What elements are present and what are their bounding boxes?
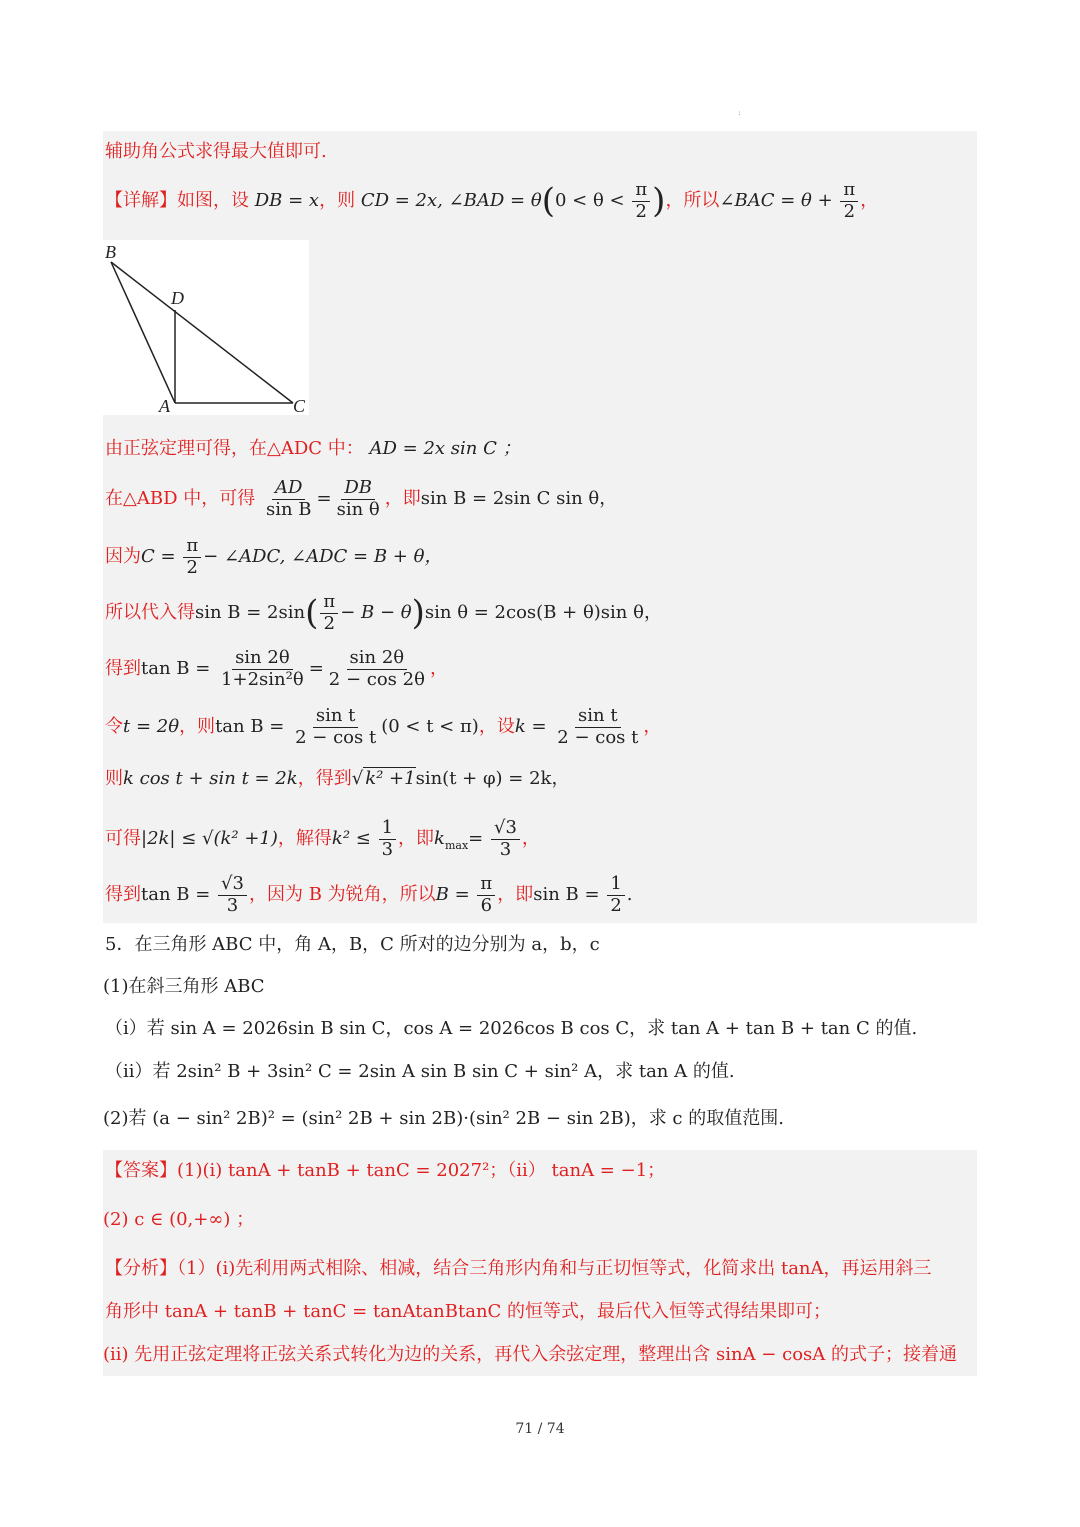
analysis-line-2: 角形中 tanA + tanB + tanC = tanAtanBtanC 的恒等式，最后代入恒等式得结果即可；	[105, 1301, 832, 1322]
vertex-label-d: D	[171, 288, 184, 308]
pi-over-2-fraction: $\frac{\pi}{2}$	[320, 592, 338, 634]
problem-5-part-1-ii: （ii）若 2sin² B + 3sin² C = 2sin A sin B sin C + sin² A，求 tan A 的值.	[105, 1061, 735, 1082]
page-number: 71 / 74	[515, 1421, 565, 1437]
problem-5-part-1: (1)在斜三角形 ABC	[103, 976, 265, 997]
inequality-line: 可得|2k| ≤ √(k² +1)，解得k² ≤ $\frac{1}{3}$ ，即$k_{max}=$ $\frac{√3}{3}$ ，	[105, 817, 540, 860]
fraction-one-half: $\frac{1}{2}$	[607, 874, 624, 916]
fraction-sin2theta-1: $\frac{\sin 2\theta}{\text{1+2sin²θ}}$	[221, 647, 304, 690]
problem-5-stem: 5．在三角形 ABC 中，角 A，B，C 所对的边分别为 a，b，c	[105, 934, 600, 955]
answer-label: 【答案】	[105, 1160, 177, 1181]
triangle-abd-line: 在△ABD 中，可得 $\frac{AD}{\text{sin B}}$ = $\frac{DB}{\text{sin θ}}$ ，即sin B = 2sin C sin θ，	[105, 477, 618, 520]
fraction-sint-2: $\frac{\text{sin t}}{\text{2 − cos t}}$	[557, 705, 639, 748]
detail-eq1: DB = x	[254, 190, 320, 212]
detail-line: 【详解】如图，设 DB = x，则 CD = 2x, ∠BAD = θ(0 < θ < $\frac{\pi}{2}$ )，所以∠BAC = θ + $\frac{\pi}{2}$ ，	[105, 179, 879, 222]
triangle-figure	[103, 240, 309, 415]
problem-5-part-2: (2)若 (a − sin² 2B)² = (sin² 2B + sin 2B)·(sin² 2B − sin 2B)，求 c 的取值范围.	[103, 1108, 784, 1129]
tan-b-line: 得到tan B = $\frac{\sin 2\theta}{\text{1+2sin²θ}}$ = $\frac{\sin 2\theta}{2 - \cos 2\theta}$ ，	[105, 647, 448, 690]
pi-over-2-fraction: $\frac{\pi}{2}$	[840, 180, 858, 222]
detail-label: 【详解】	[105, 190, 177, 212]
solution-text-line: 辅助角公式求得最大值即可.	[105, 141, 327, 162]
detail-eq2: CD = 2x, ∠BAD = θ	[360, 190, 542, 212]
sine-law-line: 由正弦定理可得，在△ADC 中： AD = 2x sin C ；	[105, 438, 521, 459]
fraction-sqrt3-over-3: $\frac{√3}{3}$	[491, 818, 520, 860]
substitution-line: 所以代入得sin B = 2sin( $\frac{\pi}{2}$ − B − θ)sin θ = 2cos(B + θ)sin θ，	[105, 591, 662, 634]
detail-eq3: ∠BAC = θ +	[719, 190, 833, 212]
answer-line: 【答案】(1)(i) tanA + tanB + tanC = 2027²；（ii） tanA = −1；	[105, 1160, 666, 1181]
answer-line-2: (2) c ∈ (0,+∞) ；	[103, 1209, 255, 1230]
pi-over-2-fraction: $\frac{\pi}{2}$	[183, 536, 201, 578]
fraction-one-third: $\frac{1}{3}$	[379, 818, 396, 860]
vertex-label-c: C	[293, 396, 306, 415]
edge-bc	[111, 262, 293, 403]
edge-ba	[111, 262, 175, 403]
analysis-line-3: (ii) 先用正弦定理将正弦关系式转化为边的关系，再代入余弦定理，整理出含 sinA − cosA 的式子；接着通	[103, 1344, 957, 1365]
detail-intro: 如图，设	[177, 190, 249, 212]
problem-5-part-1-i: （i）若 sin A = 2026sin B sin C，cos A = 2026cos B cos C，求 tan A + tan B + tan C 的值.	[105, 1018, 918, 1039]
detail-so: ，所以	[665, 190, 720, 212]
final-result-line: 得到tan B = $\frac{√3}{3}$ ，因为 B 为锐角，所以B = $\frac{\pi}{6}$ ，即sin B = $\frac{1}{2}$ .	[105, 873, 633, 916]
analysis-line-1: 【分析】（1）(i)先利用两式相除、相减，结合三角形内角和与正切恒等式，化简求出 tanA，再运用斜三	[105, 1258, 932, 1279]
fraction-pi-over-6: $\frac{\pi}{6}$	[477, 874, 495, 916]
vertex-label-a: A	[159, 396, 170, 415]
fraction-sqrt3-over-3: $\frac{√3}{3}$	[218, 874, 247, 916]
detail-mid: ，则	[319, 190, 356, 212]
detail-range: 0 < θ <	[554, 190, 625, 212]
header-mark: :	[738, 108, 741, 117]
fraction-ad-sinb: $\frac{AD}{\text{sin B}}$	[265, 477, 312, 520]
let-t-line: 令t = 2θ，则tan B = $\frac{\text{sin t}}{\text{2 − cos t}}$ (0 < t < π)，设k = $\frac{\text{sin t}}{\text{2 − cos t}}$ ，	[105, 705, 662, 748]
because-line: 因为C = $\frac{\pi}{2}$ − ∠ADC, ∠ADC = B + θ，	[105, 535, 443, 578]
fraction-db-sintheta: $\frac{DB}{\text{sin θ}}$	[336, 477, 380, 520]
vertex-label-b: B	[105, 242, 116, 262]
fraction-sin2theta-2: $\frac{\sin 2\theta}{2 - \cos 2\theta}$	[328, 647, 425, 690]
fraction-sint-1: $\frac{\text{sin t}}{\text{2 − cos t}}$	[295, 705, 377, 748]
pi-over-2-fraction: $\frac{\pi}{2}$	[632, 180, 650, 222]
k-equation-line: 则k cos t + sin t = 2k，得到√ k² +1sin(t + φ) = 2k，	[105, 768, 570, 789]
analysis-label: 【分析】	[105, 1258, 177, 1279]
